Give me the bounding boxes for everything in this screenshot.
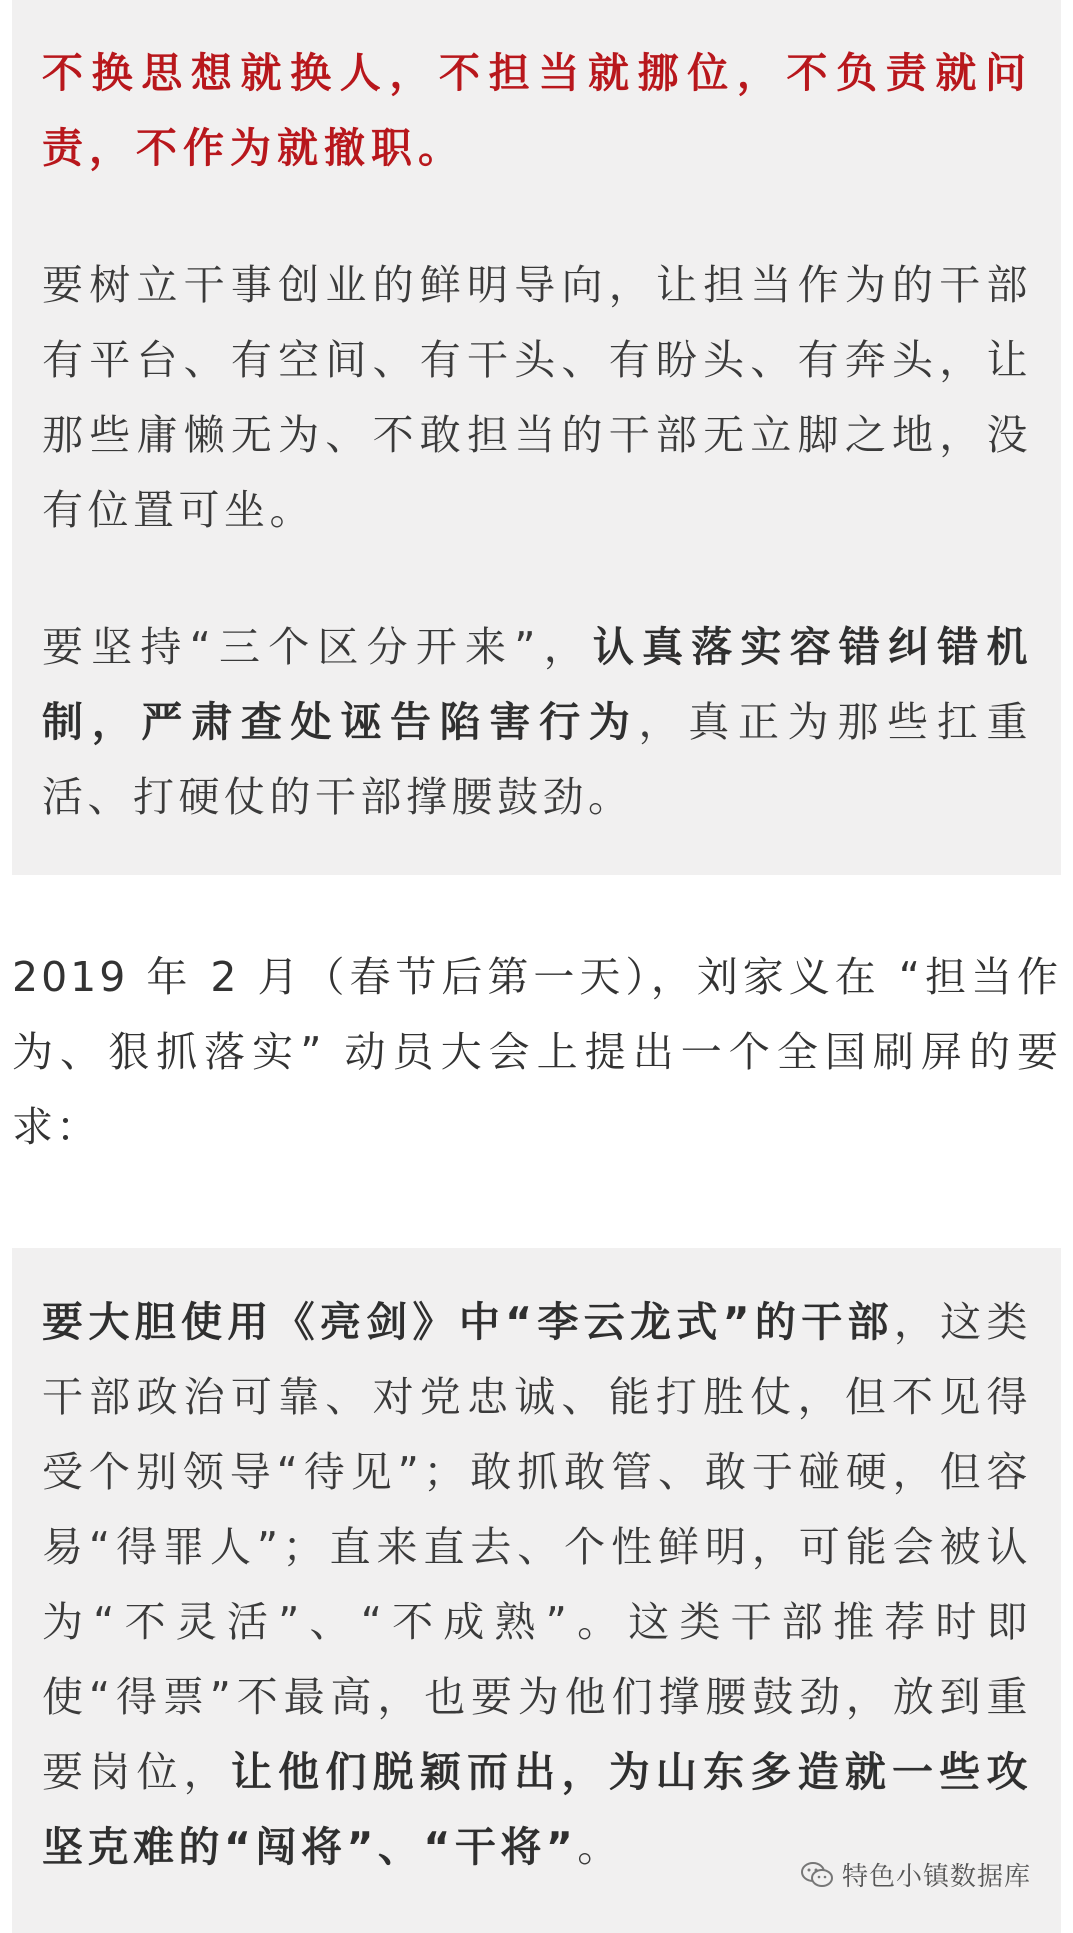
wechat-icon	[800, 1861, 834, 1889]
paragraph-text: 。	[577, 1823, 623, 1871]
quote-box-bottom	[12, 1248, 1061, 1933]
quote-box-top	[12, 0, 1061, 875]
bold-text: 认真落实容错纠错机制，严肃查处诬告陷害行为	[42, 623, 1032, 746]
bold-text: 要大胆使用《亮剑》中“李云龙式”的干部	[42, 1298, 894, 1346]
paragraph-text: 要坚持“三个区分开来”，	[42, 623, 593, 671]
watermark	[800, 1856, 1031, 1893]
paragraph	[42, 1285, 1032, 1885]
bold-text: 让他们脱颖而出，为山东多造就一些攻坚克难的“闯将”、“干将”	[42, 1748, 1033, 1871]
paragraph-text: ，这类干部政治可靠、对党忠诚、能打胜仗，但不见得受个别领导“待见”；敢抓敢管、敢于碰硬，但容易“得罪人”；直来直去、个性鲜明，可能会被认为“不灵活”、“不成熟”。这类干部推荐时即使“得票”不最高，也要为他们撑腰鼓劲，放到重要岗位，	[42, 1298, 1032, 1796]
body-paragraph: 2019 年 2 月（春节后第一天），刘家义在 “担当作为、狠抓落实” 动员大会上提出一个全国刷屏的要求：	[12, 953, 1061, 1151]
paragraph-text: ，真正为那些扛重活、打硬仗的干部撑腰鼓劲。	[42, 698, 1033, 821]
paragraph: 要树立干事创业的鲜明导向，让担当作为的干部有平台、有空间、有干头、有盼头、有奔头，让那些庸懒无为、不敢担当的干部无立脚之地，没有位置可坐。	[42, 261, 1032, 534]
highlight-paragraph: 不换思想就换人，不担当就挪位，不负责就问责，不作为就撤职。	[42, 49, 1032, 172]
watermark-text: 特色小镇数据库	[841, 1862, 1031, 1892]
paragraph	[42, 610, 1032, 835]
